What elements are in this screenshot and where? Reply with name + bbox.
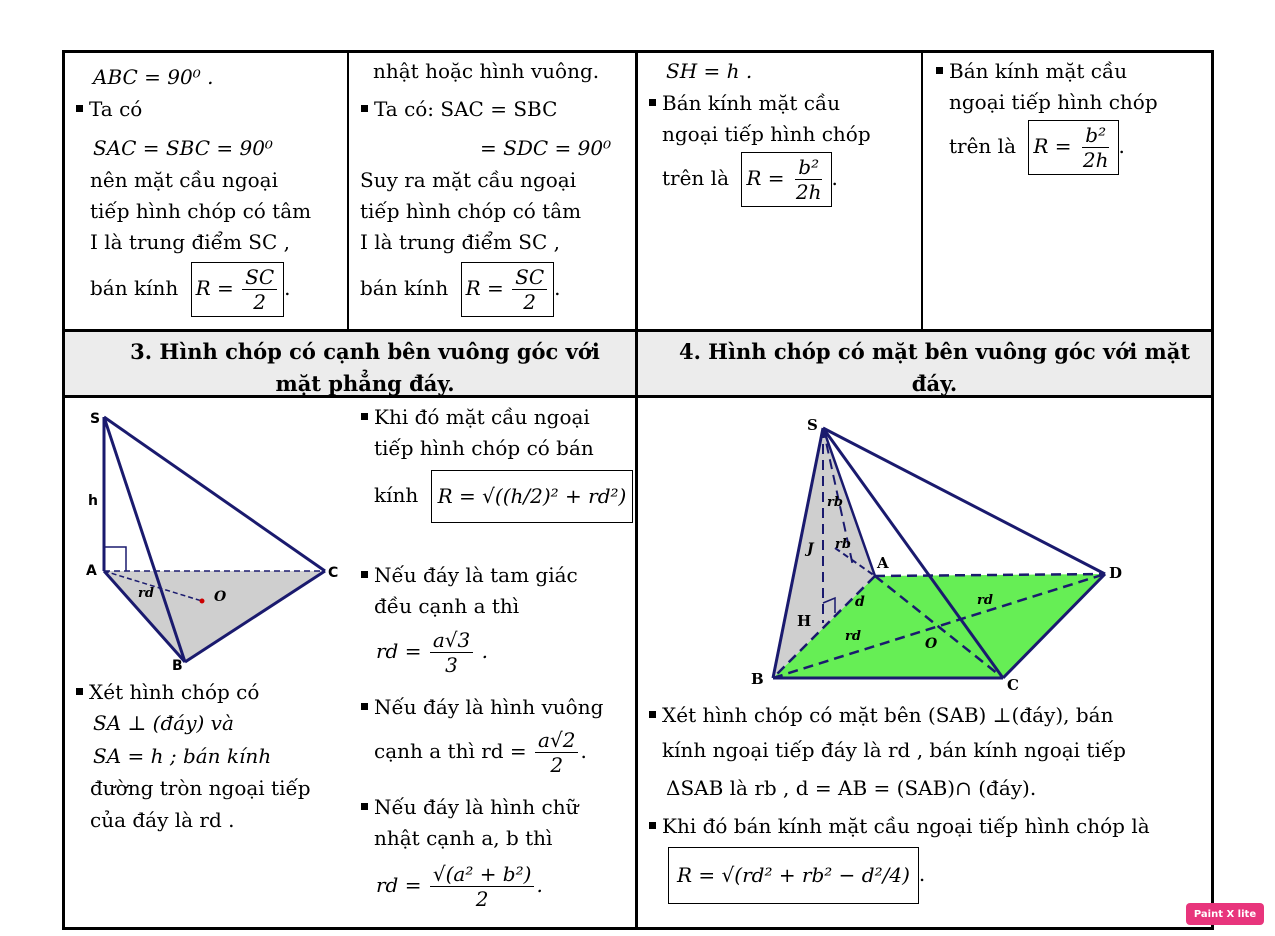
section-3-header: 3. Hình chóp có cạnh bên vuông góc với mặt phẳng đáy. <box>65 332 635 395</box>
label-J: J <box>807 541 814 557</box>
text-line: ΔSAB là rb , d = AB = (SAB)∩ (đáy). <box>666 776 1037 800</box>
period: . <box>831 166 838 190</box>
text-line: ngoại tiếp hình chóp <box>662 122 871 146</box>
text: Xét hình chóp có mặt bên (SAB) ⊥(đáy), bán <box>662 703 1114 727</box>
bullet-item <box>649 811 1150 842</box>
text: cạnh a thì rd = <box>374 739 527 763</box>
denominator: 2 <box>475 887 489 911</box>
period: . <box>1118 134 1125 158</box>
radius-formula <box>90 262 291 317</box>
text-line: SA = h ; bán kính <box>93 744 272 768</box>
label-C: C <box>1007 676 1019 694</box>
formula: rd = $\frac{\text{√(a² + b²)}}{2}$ . <box>376 862 543 911</box>
label-C: C <box>328 565 339 581</box>
bullet-item <box>361 402 590 433</box>
equation: = SDC = 90⁰ <box>480 136 612 160</box>
divider <box>62 395 1214 398</box>
base-triangle <box>104 571 325 662</box>
text-line: ABC = 90⁰ . <box>93 65 214 89</box>
text-line: SA ⊥ (đáy) và <box>93 711 234 735</box>
bullet-item <box>649 88 840 119</box>
text: Khi đó bán kính mặt cầu ngoại tiếp hình chóp là <box>662 814 1150 838</box>
formula-box <box>741 152 831 207</box>
lhs: R = <box>1033 134 1072 158</box>
text: Ta có <box>89 97 143 121</box>
bullet-item <box>649 700 1113 731</box>
numerator: SC <box>512 265 547 290</box>
text: Ta có: SAC = SBC <box>374 97 558 121</box>
formula-box <box>1028 120 1118 175</box>
denominator: 2h <box>795 180 822 204</box>
section-4-header: 4. Hình chóp có mặt bên vuông góc với mặt đáy. <box>638 332 1211 395</box>
label-D: D <box>1109 564 1123 582</box>
pyramid-figure-3 <box>80 405 350 680</box>
radius-formula <box>360 262 561 317</box>
lhs: R = <box>465 276 504 300</box>
radius-formula <box>949 120 1125 175</box>
denominator: 2 <box>253 290 267 314</box>
bullet-item <box>361 560 578 591</box>
text-line: của đáy là rd . <box>90 808 235 832</box>
label-d: d <box>855 594 865 610</box>
lhs: rd = <box>376 873 422 897</box>
text: Nếu đáy là hình chữ <box>374 795 579 819</box>
text: Bán kính mặt cầu <box>662 91 841 115</box>
bullet-item <box>936 56 1127 87</box>
label-O: O <box>214 589 227 605</box>
label-H: H <box>797 612 812 630</box>
formula: rd = $\frac{a√3}{3}$ . <box>376 628 488 677</box>
text-line: ngoại tiếp hình chóp <box>949 90 1158 114</box>
label-A: A <box>877 554 889 572</box>
label-O: O <box>925 636 938 652</box>
text-line: tiếp hình chóp có tâm <box>90 199 312 223</box>
edge-SB <box>104 417 185 662</box>
formula-box <box>191 262 285 317</box>
text-line: I là trung điểm SC , <box>360 230 560 254</box>
label-rb2: rb <box>835 537 851 552</box>
text-line: kính ngoại tiếp đáy là rd , bán kính ngoại tiếp <box>662 738 1126 762</box>
radius-formula: kính R = √((h/2)² + rd²) . <box>374 470 640 523</box>
text: Khi đó mặt cầu ngoại <box>374 405 590 429</box>
label: trên là <box>949 134 1016 158</box>
divider <box>347 50 349 330</box>
text-line: I là trung điểm SC , <box>90 230 290 254</box>
bullet-item <box>76 94 142 125</box>
watermark-badge: Paint X lite <box>1186 903 1264 925</box>
period: . <box>554 276 561 300</box>
text-line: Suy ra mặt cầu ngoại <box>360 168 577 192</box>
denominator: 2h <box>1082 148 1109 172</box>
text: Xét hình chóp có <box>89 680 260 704</box>
period: . <box>284 276 291 300</box>
label-A: A <box>86 563 97 579</box>
radius-formula <box>662 152 838 207</box>
center-O <box>200 599 205 604</box>
text-line: nên mặt cầu ngoại <box>90 168 278 192</box>
text-line: nhật hoặc hình vuông. <box>373 59 600 83</box>
text-line: SH = h . <box>666 59 753 83</box>
numerator: a√3 <box>430 628 473 653</box>
label-B: B <box>172 658 183 674</box>
numerator: b² <box>795 155 822 180</box>
text: Nếu đáy là hình vuông <box>374 695 604 719</box>
denominator: 2 <box>550 753 564 777</box>
lhs: R = <box>746 166 785 190</box>
text-line: tiếp hình chóp có bán <box>374 436 594 460</box>
label: bán kính <box>90 276 179 300</box>
bullet-item <box>361 692 603 723</box>
label-rb1: rb <box>827 495 843 510</box>
numerator: SC <box>242 265 277 290</box>
label-rd2: rd <box>845 629 861 644</box>
text-line: đường tròn ngoại tiếp <box>90 776 311 800</box>
bullet-item <box>76 677 259 708</box>
denominator: 3 <box>445 653 458 677</box>
bullet-item <box>361 94 557 125</box>
right-angle-mark <box>104 547 126 571</box>
formula-row <box>668 847 925 904</box>
denominator: 2 <box>523 290 537 314</box>
formula-box <box>461 262 555 317</box>
pyramid-figure-4 <box>745 408 1140 698</box>
label: bán kính <box>360 276 449 300</box>
edge-SC <box>104 417 325 571</box>
text-line: tiếp hình chóp có tâm <box>360 199 582 223</box>
label-B: B <box>751 670 764 688</box>
label-rd: rd <box>138 586 154 601</box>
formula: cạnh a thì rd = $\frac{a√2}{2}$ . <box>374 728 587 777</box>
formula-box: R = √((h/2)² + rd²) <box>431 470 634 523</box>
label-S: S <box>90 411 101 427</box>
text: Bán kính mặt cầu <box>949 59 1128 83</box>
equation: SAC = SBC = 90⁰ <box>93 136 273 160</box>
text-line: đều cạnh a thì <box>374 594 520 618</box>
text: Nếu đáy là tam giác <box>374 563 578 587</box>
divider <box>921 50 923 330</box>
bullet-item <box>361 792 578 823</box>
numerator: a√2 <box>535 728 578 753</box>
label-S: S <box>807 416 818 434</box>
numerator: √(a² + b²) <box>430 862 535 887</box>
numerator: b² <box>1082 123 1109 148</box>
label-h: h <box>88 493 98 509</box>
label-rd1: rd <box>977 593 993 608</box>
text-line: nhật cạnh a, b thì <box>374 826 553 850</box>
label: kính <box>374 483 419 507</box>
formula-box: R = √(rd² + rb² − d²/4) <box>668 847 919 904</box>
lhs: R = <box>195 276 234 300</box>
label: trên là <box>662 166 729 190</box>
lhs: rd = <box>376 639 422 663</box>
period: . <box>918 862 926 886</box>
